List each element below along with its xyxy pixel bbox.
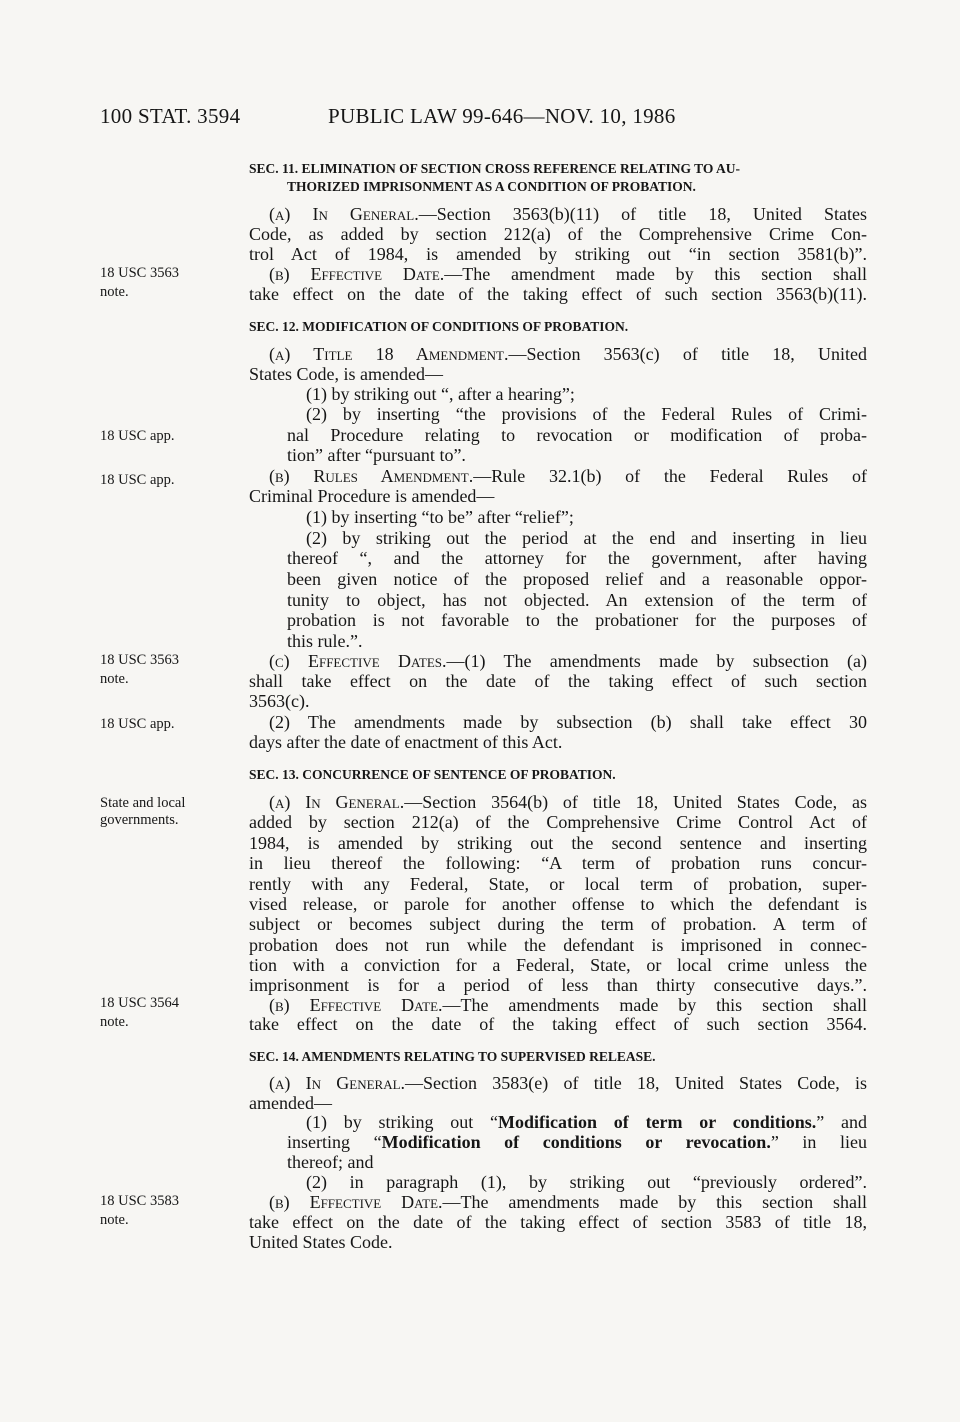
margin-note-sec12b-usc: 18 USC app. <box>100 472 175 488</box>
sec11-a-line3: trol Act of 1984, is amended by striking out “in section 3581(b)”. <box>249 244 867 264</box>
sec12-c-line: (c) Effective Dates.—(1) The amendments made by subsection (a) <box>269 651 867 671</box>
margin-note-state-local: State and local <box>100 795 186 811</box>
sec14-b-line2: take effect on the date of the taking effect of section 3583 of title 18, <box>249 1212 867 1232</box>
sec11-b-line2: take effect on the date of the taking effect of such section 3563(b)(11). <box>249 284 867 304</box>
sec11-a-line2: Code, as added by section 212(a) of the Comprehensive Crime Con- <box>249 224 867 244</box>
sec14-a-line: (a) In General.—Section 3583(e) of title 18, United States Code, is <box>269 1073 867 1093</box>
margin-note-sec14b-usc: 18 USC 3583 <box>100 1193 179 1209</box>
sec13-a-line6: vised release, or parole for another offense to which the defendant is <box>249 894 867 914</box>
sec14-a1-line2: inserting “Modification of conditions or revocation.” in lieu <box>287 1132 868 1152</box>
margin-note-sec12c2-usc: 18 USC app. <box>100 716 175 732</box>
sec12-b1: (1) by inserting “to be” after “relief”; <box>306 507 574 527</box>
sec13-a-line3: 1984, is amended by striking out the second sentence and inserting <box>249 833 867 853</box>
sec11-b-label: (b) Effective Date. <box>269 264 445 284</box>
sec14-heading: SEC. 14. AMENDMENTS RELATING TO SUPERVISED RELEASE. <box>249 1049 656 1064</box>
sec14-a1-line1: (1) by striking out “Modification of term or conditions.” and <box>306 1112 867 1132</box>
sec12-c-line2: shall take effect on the date of the taking effect of such section <box>249 671 867 691</box>
sec12-c-label: (c) Effective Dates. <box>269 651 447 671</box>
sec14-a2: (2) in paragraph (1), by striking out “previously ordered”. <box>306 1172 867 1192</box>
sec13-a-line9: tion with a conviction for a Federal, State, or local crime unless the <box>249 955 867 975</box>
sec12-a-line: (a) Title 18 Amendment.—Section 3563(c) of title 18, United <box>269 344 867 364</box>
stat-reference: 100 STAT. 3594 <box>100 104 241 128</box>
sec12-c-line3: 3563(c). <box>249 691 310 711</box>
sec13-a-line10: imprisonment is for a period of less than thirty consecutive days.”. <box>249 975 867 995</box>
sec13-a-line: (a) In General.—Section 3564(b) of title 18, United States Code, as <box>269 792 867 812</box>
margin-note-sec13b-usc: 18 USC 3564 <box>100 995 179 1011</box>
law-title: PUBLIC LAW 99-646—NOV. 10, 1986 <box>328 104 676 128</box>
sec13-a-line7: subject or becomes subject during the term of probation. A term of <box>249 914 867 934</box>
sec12-b-label: (b) Rules Amendment. <box>269 466 474 486</box>
sec12-b2-line2: thereof “, and the attorney for the government, after having <box>287 548 867 568</box>
sec12-b2-line1: (2) by striking out the period at the end and inserting in lieu <box>306 528 867 548</box>
margin-note-sec11-usc: 18 USC 3563 <box>100 265 179 281</box>
sec12-b2-line3: been given notice of the proposed relief and a reasonable oppor- <box>287 569 867 589</box>
sec14-a-label: (a) In General. <box>269 1073 406 1093</box>
sec11-a-label: (a) In General. <box>269 204 419 224</box>
sec11-heading-cont: THORIZED IMPRISONMENT AS A CONDITION OF PROBATION. <box>287 179 696 194</box>
margin-note-governments: governments. <box>100 812 179 828</box>
sec14-b-label: (b) Effective Date. <box>269 1192 443 1212</box>
sec12-c2-line1: (2) The amendments made by subsection (b) shall take effect 30 <box>269 712 867 732</box>
page-header <box>100 104 860 138</box>
margin-note-sec14b-note: note. <box>100 1212 129 1228</box>
sec12-a1: (1) by striking out “, after a hearing”; <box>306 384 575 404</box>
struck-heading-text: Modification of term or conditions. <box>498 1112 817 1132</box>
sec12-a2-line3: tion” after “pursuant to”. <box>287 445 466 465</box>
sec13-heading: SEC. 13. CONCURRENCE OF SENTENCE OF PROBATION. <box>249 767 616 782</box>
sec12-b-line2: Criminal Procedure is amended— <box>249 486 495 506</box>
sec11-a-line: (a) In General.—Section 3563(b)(11) of title 18, United States <box>269 204 867 224</box>
sec13-b-line2: take effect on the date of the taking effect of such section 3564. <box>249 1014 867 1034</box>
sec13-b-line: (b) Effective Date.—The amendments made by this section shall <box>269 995 867 1015</box>
sec12-b2-line5: probation is not favorable to the probationer for the purposes of <box>287 610 867 630</box>
sec12-heading: SEC. 12. MODIFICATION OF CONDITIONS OF PROBATION. <box>249 319 629 334</box>
sec13-a-line5: rently with any Federal, State, or local term of probation, super- <box>249 874 867 894</box>
margin-note-sec13b-note: note. <box>100 1014 129 1030</box>
sec14-b-line3: United States Code. <box>249 1232 393 1252</box>
sec12-a2-line1: (2) by inserting “the provisions of the Federal Rules of Crimi- <box>306 404 867 424</box>
sec12-c2-line2: days after the date of enactment of this Act. <box>249 732 563 752</box>
inserted-heading-text: Modification of conditions or revocation. <box>381 1132 771 1152</box>
sec13-a-line2: added by section 212(a) of the Comprehensive Crime Control Act of <box>249 812 867 832</box>
sec13-a-line4: in lieu thereof the following: “A term of probation runs concur- <box>249 853 867 873</box>
sec12-a-line2: States Code, is amended— <box>249 364 443 384</box>
margin-note-sec12a-usc: 18 USC app. <box>100 428 175 444</box>
margin-note-sec12c-usc: 18 USC 3563 <box>100 652 179 668</box>
sec14-a1-line3: thereof; and <box>287 1152 374 1172</box>
sec13-a-line8: probation does not run while the defendant is imprisoned in connec- <box>249 935 867 955</box>
sec12-b2-line4: tunity to object, has not objected. An extension of the term of <box>287 590 867 610</box>
margin-note-sec12c-note: note. <box>100 671 129 687</box>
margin-note-sec11-note: note. <box>100 284 129 300</box>
sec11-heading: SEC. 11. ELIMINATION OF SECTION CROSS REFERENCE RELATING TO AU- <box>249 161 740 176</box>
sec13-a-label: (a) In General. <box>269 792 405 812</box>
sec14-b-line: (b) Effective Date.—The amendments made by this section shall <box>269 1192 867 1212</box>
sec12-b-line: (b) Rules Amendment.—Rule 32.1(b) of the Federal Rules of <box>269 466 868 486</box>
sec12-a-label: (a) Title 18 Amendment. <box>269 344 509 364</box>
sec12-b2-line6: this rule.”. <box>287 631 363 651</box>
sec14-a-line2: amended— <box>249 1093 332 1113</box>
sec13-b-label: (b) Effective Date. <box>269 995 443 1015</box>
sec12-a2-line2: nal Procedure relating to revocation or modification of proba- <box>287 425 867 445</box>
sec11-b-line: (b) Effective Date.—The amendment made by this section shall <box>269 264 867 284</box>
